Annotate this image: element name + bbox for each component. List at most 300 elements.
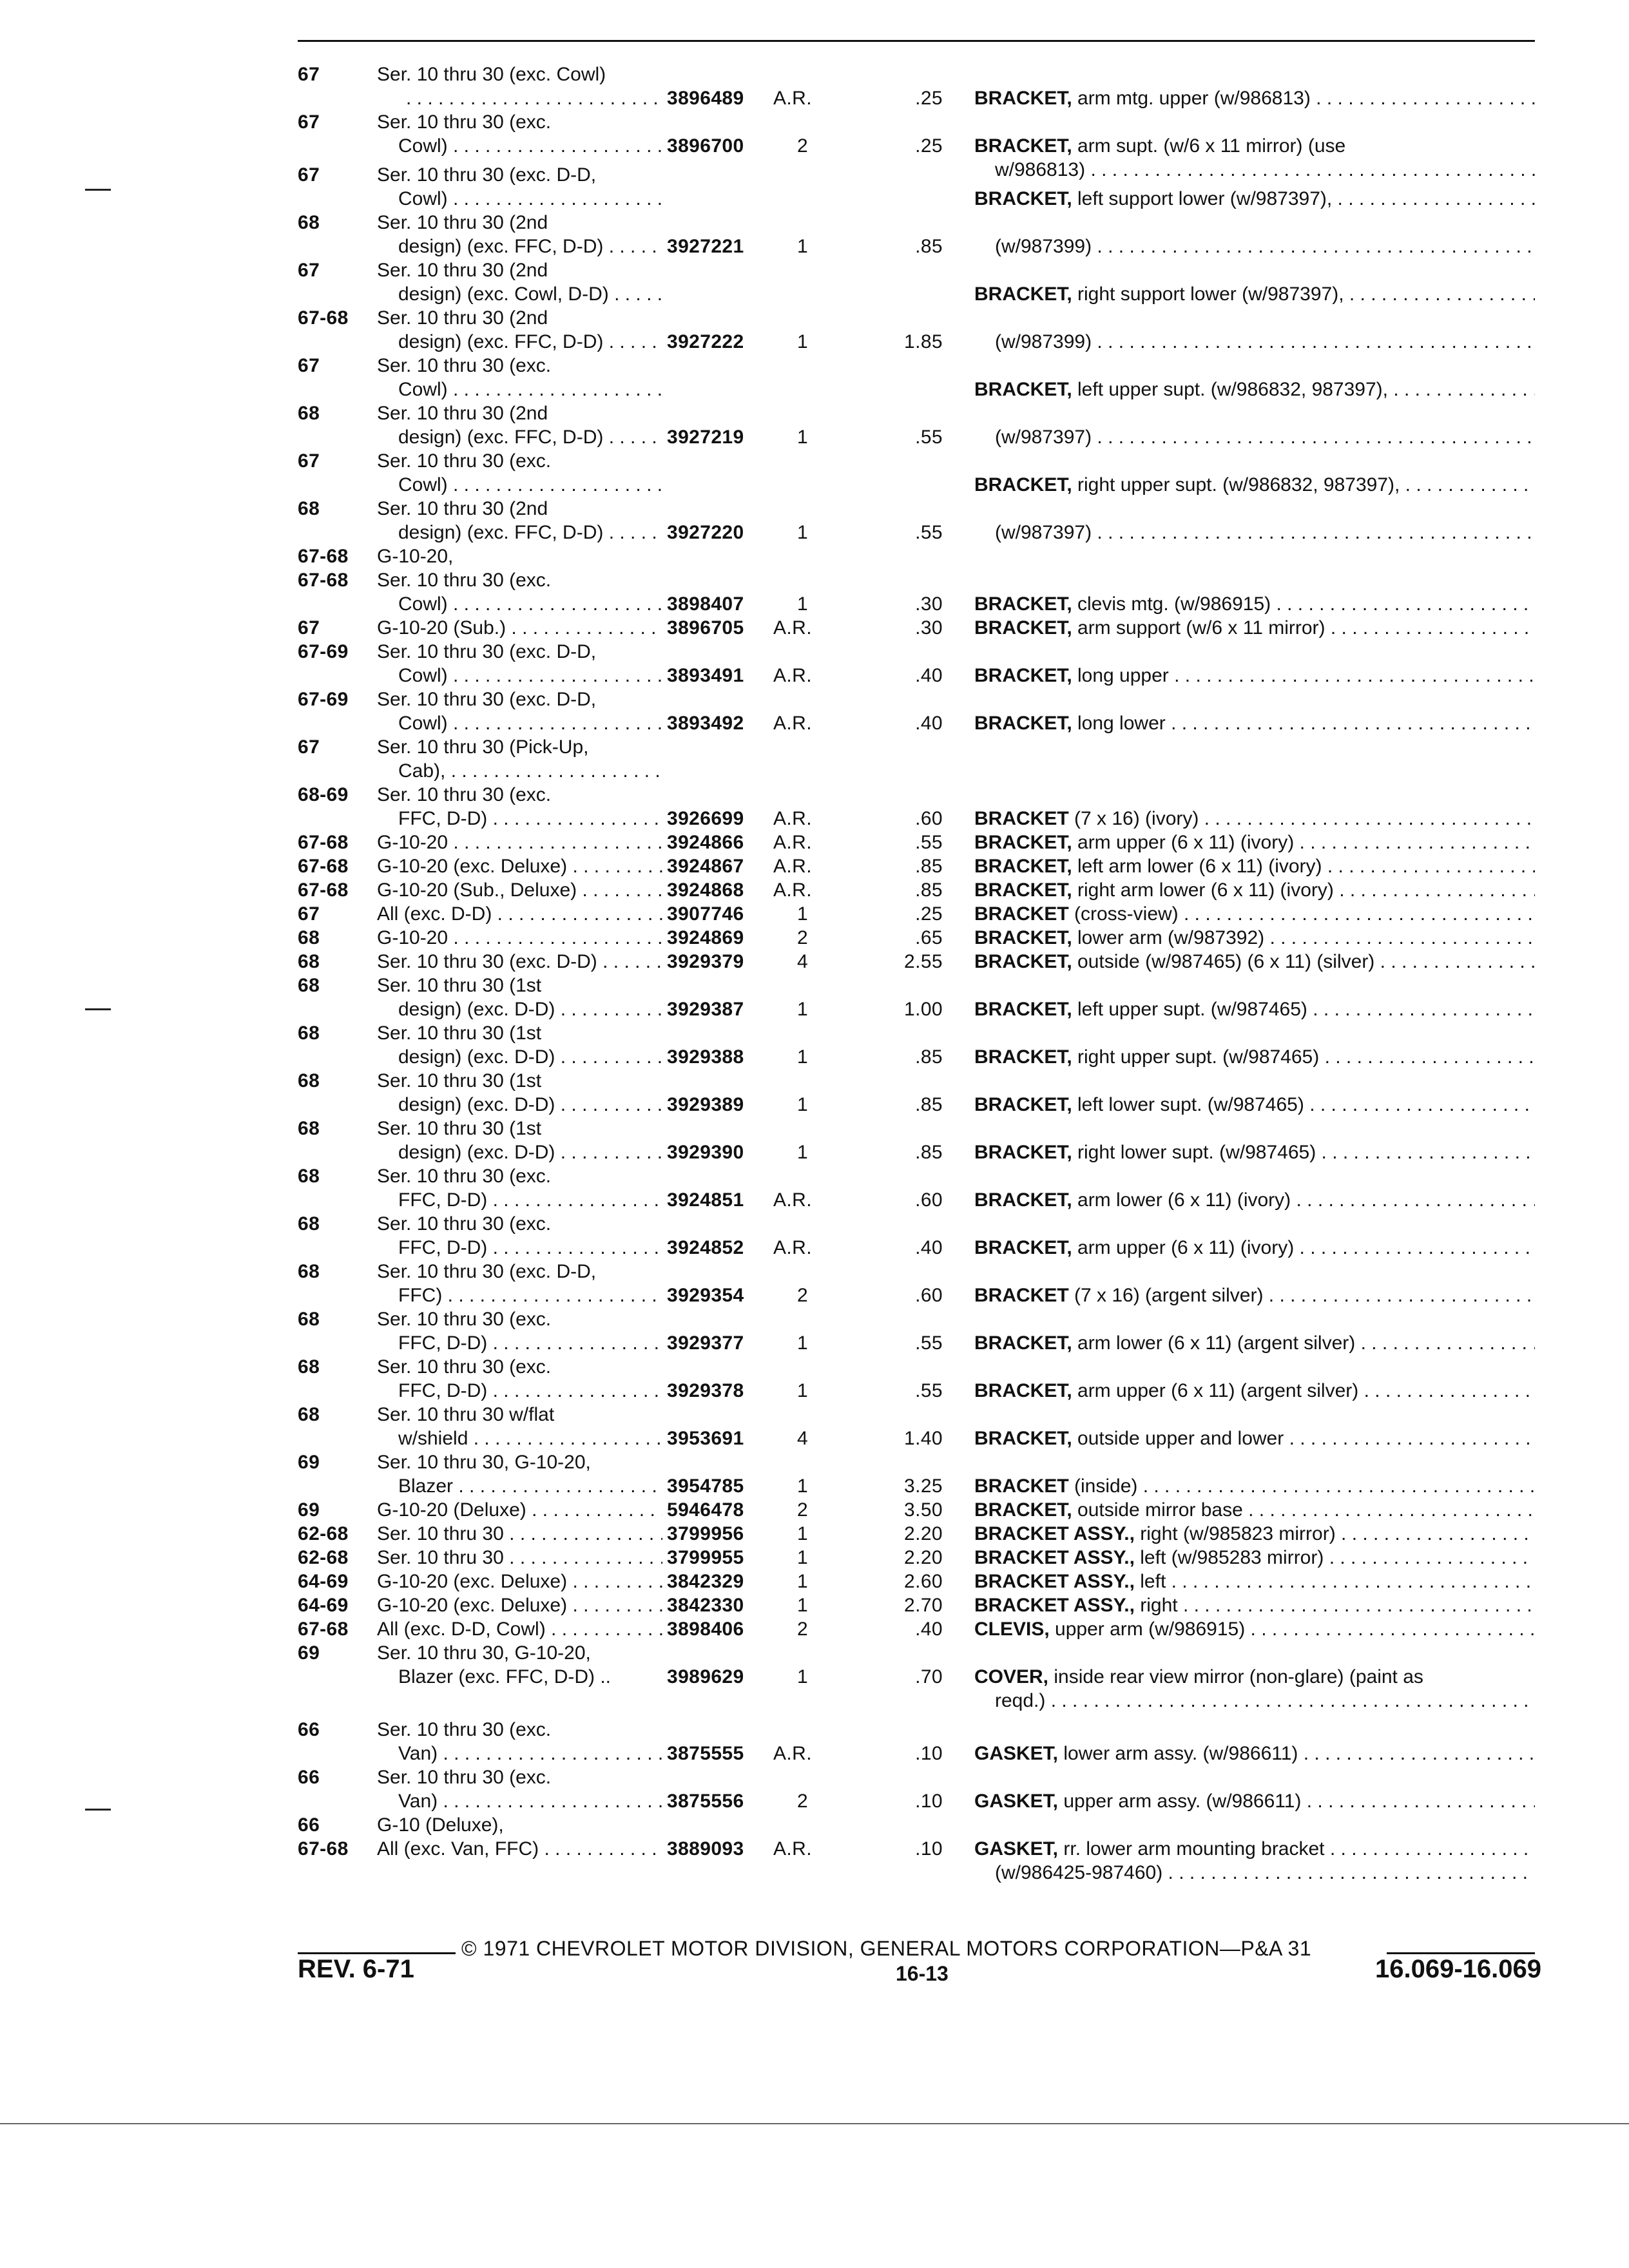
description-keyword: BRACKET, — [974, 1428, 1072, 1449]
application — [377, 1403, 662, 1427]
quantity: 1 — [797, 1332, 809, 1354]
part-number: 3875556 — [667, 1791, 744, 1812]
description — [974, 1331, 1535, 1355]
part-number: 3924868 — [667, 879, 744, 901]
description — [974, 1283, 1535, 1307]
application — [377, 974, 662, 997]
application — [377, 1307, 662, 1331]
application-text: FFC, D-D) . . . — [398, 1332, 662, 1354]
application — [377, 258, 662, 282]
application — [398, 378, 662, 401]
model-years: 68-69 — [298, 784, 349, 805]
description-keyword: BRACKET, — [974, 379, 1072, 400]
price: .30 — [915, 593, 943, 615]
model-years: 68 — [298, 927, 320, 948]
description-text: right arm lower (6 x 11) (ivory) . . . — [1072, 879, 1535, 901]
application-text: G-10-20 (Sub.) . . . — [377, 617, 662, 639]
price: .60 — [915, 1285, 943, 1306]
quantity: A.R. — [773, 1743, 812, 1764]
quantity: 1 — [797, 427, 809, 448]
price: 2.20 — [904, 1523, 943, 1544]
price: .85 — [915, 1142, 943, 1163]
description — [974, 1093, 1535, 1117]
application-text: G-10-20 (exc. Deluxe) . . . — [377, 1595, 662, 1616]
application-text: design) (exc. D-D) . . . — [398, 1142, 662, 1163]
description — [974, 1617, 1535, 1641]
part-number: 3953691 — [667, 1428, 744, 1449]
application-text: G-10 (Deluxe), — [377, 1814, 504, 1836]
application — [377, 926, 662, 950]
application — [398, 759, 662, 783]
description-keyword: COVER, — [974, 1666, 1049, 1687]
model-years: 67 — [298, 355, 320, 376]
description — [974, 1593, 1535, 1617]
price: 1.00 — [904, 999, 943, 1020]
description — [974, 1789, 1535, 1813]
description — [995, 235, 1535, 258]
part-number: 3927222 — [667, 331, 744, 352]
application — [377, 831, 662, 854]
part-number: 3924867 — [667, 856, 744, 877]
price: 3.50 — [904, 1499, 943, 1521]
application-text: Ser. 10 thru 30 (exc. — [377, 1356, 552, 1378]
application — [377, 1837, 662, 1861]
description-keyword: BRACKET, — [974, 1094, 1072, 1115]
quantity: 1 — [797, 1475, 809, 1497]
part-number: 3929354 — [667, 1285, 744, 1306]
description-keyword: BRACKET, — [974, 1380, 1072, 1401]
application-text: Cowl) . . . — [398, 665, 662, 686]
application — [398, 1742, 662, 1765]
price: .60 — [915, 1189, 943, 1211]
model-years: 67-68 — [298, 1838, 349, 1860]
application-text: Van) . . . — [398, 1791, 662, 1812]
description — [974, 878, 1535, 902]
model-years: 69 — [298, 1499, 320, 1521]
part-number: 3896700 — [667, 135, 744, 157]
copyright-line: © 1971 CHEVROLET MOTOR DIVISION, GENERAL MOTORS CORPORATION—P&A 31 — [461, 1937, 1312, 1960]
model-years: 67-68 — [298, 546, 349, 567]
description-text: outside mirror base . . . — [1072, 1499, 1535, 1521]
application-text: Van) . . . — [398, 1743, 662, 1764]
section-reference: 16.069-16.069 — [1374, 1955, 1541, 1983]
application — [398, 1045, 662, 1069]
quantity: 1 — [797, 903, 809, 925]
description-keyword: BRACKET ASSY., — [974, 1571, 1135, 1592]
application-text: Cowl) . . . — [398, 474, 662, 495]
part-number: 3799955 — [667, 1547, 744, 1568]
application-text: G-10-20 (Sub., Deluxe) . . . — [377, 879, 662, 901]
model-years: 68 — [298, 1309, 320, 1330]
model-years: 68 — [298, 1356, 320, 1378]
application — [398, 282, 662, 306]
application-text: w/shield . . . — [398, 1428, 662, 1449]
part-number: 3893492 — [667, 713, 744, 734]
description — [974, 134, 1535, 158]
application-text: Cowl) . . . — [398, 135, 662, 157]
application — [398, 1140, 662, 1164]
price: 1.40 — [904, 1428, 943, 1449]
application — [377, 950, 662, 974]
description-keyword: BRACKET — [974, 1475, 1069, 1497]
model-years: 68 — [298, 951, 320, 972]
quantity: 1 — [797, 1523, 809, 1544]
application-text: Ser. 10 thru 30 (exc. — [377, 1166, 552, 1187]
description-text: right support lower (w/987397), . . . — [1072, 284, 1535, 305]
application — [398, 1331, 662, 1355]
description-text: left upper supt. (w/987465) . . . — [1072, 999, 1535, 1020]
description-keyword: BRACKET — [974, 903, 1069, 925]
application-text: Blazer (exc. FFC, D-D) .. — [398, 1666, 612, 1687]
model-years: 67 — [298, 450, 320, 472]
description — [974, 378, 1535, 401]
description — [974, 1665, 1535, 1689]
application — [398, 1283, 662, 1307]
price: .85 — [915, 879, 943, 901]
application-text: Ser. 10 thru 30 (exc. — [377, 1719, 552, 1740]
price: .85 — [915, 236, 943, 257]
application-text: Cowl) . . . — [398, 593, 662, 615]
price: .40 — [915, 1237, 943, 1258]
description-text: (w/986425-987460) . . . — [995, 1862, 1535, 1883]
application — [398, 1665, 662, 1689]
application-text: Ser. 10 thru 30 . . . — [377, 1547, 662, 1568]
quantity: A.R. — [773, 856, 812, 877]
application — [398, 1379, 662, 1403]
quantity: 2 — [797, 927, 809, 948]
quantity: 2 — [797, 1499, 809, 1521]
application-text: Ser. 10 thru 30 (1st — [377, 975, 542, 996]
price: 2.70 — [904, 1595, 943, 1616]
application — [398, 664, 662, 687]
description-text: (7 x 16) (argent silver) . . . — [1069, 1285, 1535, 1306]
description-keyword: GASKET, — [974, 1791, 1059, 1812]
description-keyword: BRACKET, — [974, 617, 1072, 639]
price: 2.60 — [904, 1571, 943, 1592]
description — [974, 1045, 1535, 1069]
description — [974, 592, 1535, 616]
application-text: design) (exc. FFC, D-D) . . . . — [398, 427, 662, 448]
model-years: 67-68 — [298, 1619, 349, 1640]
part-number: 3889093 — [667, 1838, 744, 1860]
description-keyword: BRACKET, — [974, 999, 1072, 1020]
price: 3.25 — [904, 1475, 943, 1497]
part-number: 3954785 — [667, 1475, 744, 1497]
application-text: FFC, D-D) . . . — [398, 1380, 662, 1401]
part-number: 3929377 — [667, 1332, 744, 1354]
price: .25 — [915, 135, 943, 157]
price: 2.20 — [904, 1547, 943, 1568]
quantity: 2 — [797, 1619, 809, 1640]
application — [398, 592, 662, 616]
description-keyword: BRACKET, — [974, 284, 1072, 305]
part-number: 3898407 — [667, 593, 744, 615]
application — [377, 735, 662, 759]
description-keyword: BRACKET — [974, 1285, 1069, 1306]
application-text: Blazer . . . — [398, 1475, 662, 1497]
model-years: 62-68 — [298, 1523, 349, 1544]
quantity: 4 — [797, 1428, 809, 1449]
quantity: 2 — [797, 135, 809, 157]
description — [974, 854, 1535, 878]
application — [398, 711, 662, 735]
description — [974, 86, 1535, 110]
application-text: Ser. 10 thru 30 . . . — [377, 1523, 662, 1544]
application-text: Ser. 10 thru 30 (exc. D-D, — [377, 689, 597, 710]
description-text: (w/987397) . . . — [995, 427, 1535, 448]
price: .55 — [915, 1332, 943, 1354]
application-text: Ser. 10 thru 30 (exc. Cowl) — [377, 64, 606, 85]
application-text: Cowl) . . . — [398, 379, 662, 400]
description-keyword: BRACKET, — [974, 1237, 1072, 1258]
price: .60 — [915, 808, 943, 829]
description-text: clevis mtg. (w/986915) . . . — [1072, 593, 1535, 615]
description-text: lower arm assy. (w/986611) . . . — [1058, 1743, 1535, 1764]
application — [398, 1474, 662, 1498]
quantity: 1 — [797, 999, 809, 1020]
description-keyword: BRACKET, — [974, 474, 1072, 495]
application — [398, 1093, 662, 1117]
part-number: 3929390 — [667, 1142, 744, 1163]
description-text: arm lower (6 x 11) (ivory) . . . — [1072, 1189, 1535, 1211]
quantity: A.R. — [773, 879, 812, 901]
application — [398, 330, 662, 354]
application-text: design) (exc. D-D) . . . — [398, 1046, 662, 1068]
application — [377, 62, 662, 86]
part-number: 3875555 — [667, 1743, 744, 1764]
application-text: Ser. 10 thru 30 (1st — [377, 1118, 542, 1139]
application — [398, 807, 662, 831]
application — [398, 235, 662, 258]
page-number: 16-13 — [896, 1962, 949, 1985]
application-text: Cowl) . . . — [398, 713, 662, 734]
part-number: 3927220 — [667, 522, 744, 543]
description — [974, 950, 1535, 974]
application — [377, 497, 662, 521]
part-number: 3929379 — [667, 951, 744, 972]
quantity: 1 — [797, 1666, 809, 1687]
application-text: Ser. 10 thru 30 (exc. — [377, 570, 552, 591]
description-text: inside rear view mirror (non-glare) (paint as — [1048, 1666, 1423, 1687]
price: .55 — [915, 427, 943, 448]
description-text: left support lower (w/987397), . . . — [1072, 188, 1535, 209]
application-text: G-10-20 . . . — [377, 832, 662, 853]
application — [398, 425, 662, 449]
application — [377, 1813, 662, 1837]
model-years: 67-68 — [298, 856, 349, 877]
application-text: Ser. 10 thru 30 (exc. D-D) . . . — [377, 951, 662, 972]
application — [377, 616, 662, 640]
application-text: Ser. 10 thru 30 (2nd — [377, 212, 548, 233]
application — [377, 211, 662, 235]
description — [974, 1837, 1535, 1861]
quantity: A.R. — [773, 808, 812, 829]
description-keyword: BRACKET, — [974, 1499, 1072, 1521]
application — [377, 1570, 662, 1593]
application — [377, 783, 662, 807]
model-years: 67 — [298, 164, 320, 186]
model-years: 64-69 — [298, 1595, 349, 1616]
description-keyword: BRACKET, — [974, 1142, 1072, 1163]
application-text: Cowl) . . . — [398, 188, 662, 209]
description — [995, 158, 1535, 182]
description-text: long lower . . . — [1072, 713, 1535, 734]
application-text: G-10-20 (exc. Deluxe) . . . — [377, 1571, 662, 1592]
part-number: 3929388 — [667, 1046, 744, 1068]
revision-label: REV. 6-71 — [298, 1955, 414, 1983]
part-number: 3893491 — [667, 665, 744, 686]
quantity: 1 — [797, 236, 809, 257]
quantity: 1 — [797, 1380, 809, 1401]
description-text: outside upper and lower . . . — [1072, 1428, 1535, 1449]
model-years: 68 — [298, 1166, 320, 1187]
application-text: Ser. 10 thru 30 (2nd — [377, 498, 548, 519]
description-text: left (w/985283 mirror) . . . — [1135, 1547, 1535, 1568]
description — [974, 664, 1535, 687]
part-number: 3842330 — [667, 1595, 744, 1616]
description-text: long upper . . . — [1072, 665, 1535, 686]
price: .10 — [915, 1743, 943, 1764]
application-text: design) (exc. Cowl, D-D) . . . — [398, 284, 662, 305]
description-text: arm lower (6 x 11) (argent silver) . . . — [1072, 1332, 1535, 1354]
quantity: 2 — [797, 1791, 809, 1812]
application — [377, 401, 662, 425]
description-keyword: BRACKET, — [974, 927, 1072, 948]
part-number: 3896489 — [667, 88, 744, 109]
description — [974, 807, 1535, 831]
description-keyword: BRACKET, — [974, 832, 1072, 853]
description-keyword: BRACKET, — [974, 951, 1072, 972]
part-number: 3924869 — [667, 927, 744, 948]
application — [398, 187, 662, 211]
price: .85 — [915, 856, 943, 877]
application — [377, 163, 662, 187]
application — [377, 1164, 662, 1188]
application-text: design) (exc. FFC, D-D) . . . . — [398, 522, 662, 543]
price: .55 — [915, 522, 943, 543]
application-text: Ser. 10 thru 30 (1st — [377, 1023, 542, 1044]
description — [974, 616, 1535, 640]
description-keyword: BRACKET, — [974, 1332, 1072, 1354]
quantity: 4 — [797, 951, 809, 972]
application — [377, 568, 662, 592]
application-text: design) (exc. D-D) . . . — [398, 999, 662, 1020]
price: 2.55 — [904, 951, 943, 972]
price: .55 — [915, 1380, 943, 1401]
description-keyword: BRACKET, — [974, 665, 1072, 686]
application — [377, 1617, 662, 1641]
model-years: 67-68 — [298, 832, 349, 853]
description-text: upper arm (w/986915) . . . — [1050, 1619, 1535, 1640]
application — [398, 473, 662, 497]
model-years: 68 — [298, 1070, 320, 1091]
quantity: A.R. — [773, 88, 812, 109]
quantity: 1 — [797, 1094, 809, 1115]
application — [377, 1498, 662, 1522]
part-number: 3896705 — [667, 617, 744, 639]
description-keyword: CLEVIS, — [974, 1619, 1050, 1640]
model-years: 67-68 — [298, 307, 349, 329]
model-years: 67 — [298, 903, 320, 925]
part-number: 3929387 — [667, 999, 744, 1020]
application-text: Ser. 10 thru 30 w/flat — [377, 1404, 555, 1425]
model-years: 67 — [298, 260, 320, 281]
description-text: left . . . — [1135, 1571, 1535, 1592]
application-text: Ser. 10 thru 30 (exc. — [377, 1767, 552, 1788]
application-text: G-10-20 (Deluxe) . . . — [377, 1499, 662, 1521]
description — [974, 1546, 1535, 1570]
description-text: arm support (w/6 x 11 mirror) . . . — [1072, 617, 1535, 639]
description — [974, 1188, 1535, 1212]
model-years: 67-68 — [298, 570, 349, 591]
model-years: 68 — [298, 498, 320, 519]
price: .10 — [915, 1791, 943, 1812]
application-text: Ser. 10 thru 30 (exc. — [377, 355, 552, 376]
quantity: 1 — [797, 1547, 809, 1568]
description — [974, 1140, 1535, 1164]
application — [377, 1641, 662, 1665]
description — [974, 1498, 1535, 1522]
description-keyword: BRACKET, — [974, 1046, 1072, 1068]
description-text: outside (w/987465) (6 x 11) (silver) . . . — [1072, 951, 1535, 972]
description — [995, 1689, 1535, 1713]
description — [974, 1474, 1535, 1498]
application — [377, 544, 662, 568]
description — [974, 831, 1535, 854]
model-years: 68 — [298, 1213, 320, 1235]
quantity: 1 — [797, 331, 809, 352]
quantity: A.R. — [773, 1838, 812, 1860]
application — [398, 1427, 662, 1450]
model-years: 68 — [298, 403, 320, 424]
description — [974, 1522, 1535, 1546]
price: .30 — [915, 617, 943, 639]
application — [377, 1765, 662, 1789]
description-text: upper arm assy. (w/986611) . . . — [1058, 1791, 1535, 1812]
description — [974, 282, 1535, 306]
application — [377, 1546, 662, 1570]
price: .25 — [915, 903, 943, 925]
description — [974, 1427, 1535, 1450]
application-text: Ser. 10 thru 30 (exc. D-D, — [377, 1261, 597, 1282]
model-years: 68 — [298, 975, 320, 996]
description — [974, 1236, 1535, 1260]
application — [377, 1718, 662, 1742]
description — [974, 187, 1535, 211]
application-text: Ser. 10 thru 30, G-10-20, — [377, 1452, 591, 1473]
part-number: 3926699 — [667, 808, 744, 829]
quantity: A.R. — [773, 832, 812, 853]
part-number: 5946478 — [667, 1499, 744, 1521]
price: .85 — [915, 1094, 943, 1115]
quantity: 1 — [797, 522, 809, 543]
quantity: 1 — [797, 1046, 809, 1068]
description-text: left lower supt. (w/987465) . . . — [1072, 1094, 1535, 1115]
model-years: 68 — [298, 212, 320, 233]
application-text: Ser. 10 thru 30 (2nd — [377, 260, 548, 281]
description — [974, 997, 1535, 1021]
price: .65 — [915, 927, 943, 948]
quantity: A.R. — [773, 1189, 812, 1211]
application — [377, 854, 662, 878]
application — [377, 687, 662, 711]
model-years: 66 — [298, 1767, 320, 1788]
model-years: 69 — [298, 1452, 320, 1473]
model-years: 68 — [298, 1261, 320, 1282]
description — [974, 711, 1535, 735]
price: .40 — [915, 665, 943, 686]
description-keyword: BRACKET, — [974, 88, 1072, 109]
